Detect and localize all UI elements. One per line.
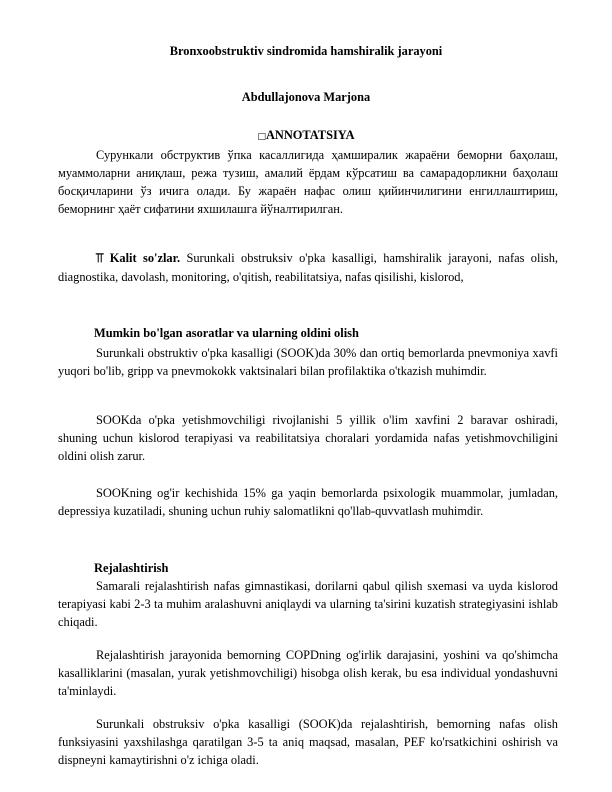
author-name: Abdullajonova Marjona bbox=[241, 90, 371, 104]
paragraph: Surunkali obstruksiv o'pka kasalligi (SOOK)da rejalashtirish, bemorning nafas olish funksiyasini yaxshilashga qaratilgan 3-5 ta aniq maqsad, masalan, PEF ko'rsatkichini oshirish va dispneyni kamaytirishni o'z ichiga oladi. bbox=[58, 717, 558, 767]
annotation-heading-text: ANNOTATSIYA bbox=[265, 128, 355, 142]
section-heading-planning: Rejalashtirish bbox=[94, 561, 169, 575]
keywords-label: Kalit so'zlar. bbox=[109, 251, 181, 265]
paragraph: SOOKda o'pka yetishmovchiligi rivojlanishi 5 yillik o'lim xavfini 2 baravar oshiradi, shuning uchun kislorod terapiyasi va reabilitatsiya choralari yordamida nafas yetishmovchiligini oldini olish zarur. bbox=[58, 413, 558, 463]
keywords-text: Surunkali obstruksiv o'pka kasalligi, hamshiralik jarayoni, nafas olish, diagnostika, davolash, monitoring, o'qitish, reabilitatsiya, nafas qisilishi, kislorod, bbox=[58, 251, 559, 284]
square-bullet-icon: □ bbox=[257, 132, 266, 142]
paper-title: Bronxoobstruktiv sindromida hamshiralik jarayoni bbox=[169, 44, 443, 58]
section-heading-complications: Mumkin bo'lgan asoratlar va ularning oldini olish bbox=[94, 326, 359, 340]
paragraph: SOOKning og'ir kechishida 15% ga yaqin bemorlarda psixologik muammolar, jumladan, depressiya kuzatiladi, shuning uchun ruhiy salomatlikni qo'llab-quvvatlash muhimdir. bbox=[58, 486, 558, 518]
annotation-heading bbox=[0, 128, 612, 143]
paragraph: Surunkali obstruktiv o'pka kasalligi (SOOK)da 30% dan ortiq bemorlarda pnevmoniya xavfi yuqori bo'lib, gripp va pnevmokokk vaktsinalari bilan profilaktika o'tkazish muhimdir. bbox=[58, 346, 558, 378]
paragraph: Rejalashtirish jarayonida bemorning COPDning og'irlik darajasini, yoshini va qo'shimcha kasalliklarini (masalan, yurak yetishmovchiligi) hisobga olish kerak, bu esa individual yondashuvni ta'minlaydi. bbox=[58, 648, 558, 698]
paragraph: Samarali rejalashtirish nafas gimnastikasi, dorilarni qabul qilish sxemasi va uyda kislorod terapiyasi kabi 2-3 ta muhim aralashuvni aniqlaydi va ularning ta'sirini kuzatish strategiyasini ishlab chiqadi. bbox=[58, 579, 558, 629]
keywords-paragraph bbox=[58, 249, 558, 286]
pin-icon: ⫪ bbox=[96, 251, 104, 266]
annotation-text: Сурункали обструктив ўпка касаллигида ҳамширалик жараёни беморни баҳолаш, муаммоларни аниқлаш, режа тузиш, амалий ёрдам кўрсатиш ва самарадорликни баҳолаш босқичларини ўз ичига олади. Бу жараён нафас олиш қийинчилигини енгиллаштириш, беморнинг ҳаёт сифатини яхшилашга йўналтирилган. bbox=[58, 148, 558, 216]
